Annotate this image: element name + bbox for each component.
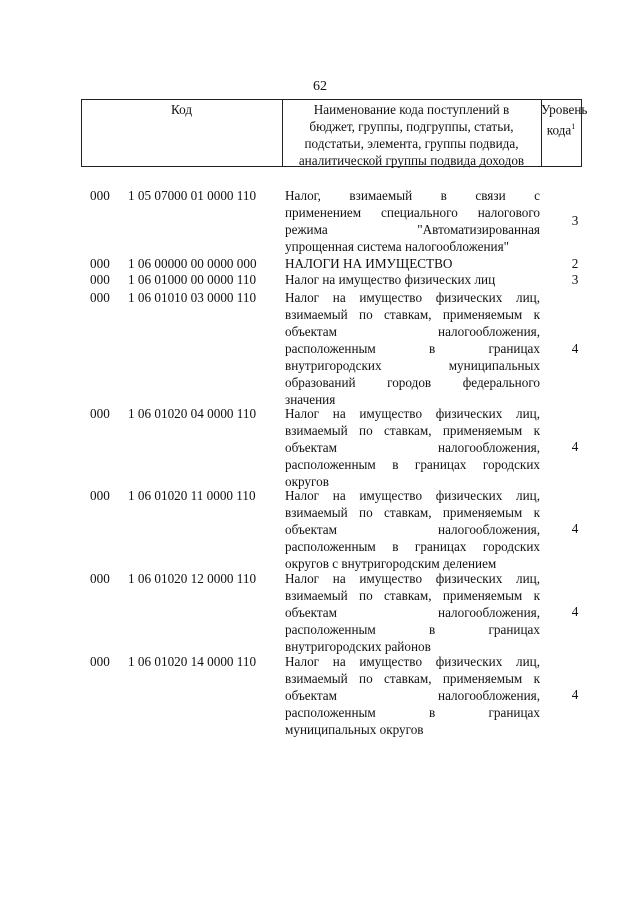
row-name-line: режима "Автоматизированная bbox=[285, 222, 540, 237]
row-level: 4 bbox=[571, 604, 579, 619]
row-name-line: расположенным в границах bbox=[285, 622, 540, 637]
row-level: 3 bbox=[571, 213, 579, 228]
row-name bbox=[285, 653, 540, 738]
row-name-line: расположенным в границах городских bbox=[285, 457, 540, 472]
row-name-line: образований городов федерального bbox=[285, 375, 540, 390]
row-code: 1 06 01020 11 0000 110 bbox=[128, 488, 256, 503]
row-name bbox=[285, 271, 540, 288]
row-name-line: объектам налогообложения, bbox=[285, 605, 540, 620]
row-admin-code: 000 bbox=[90, 290, 110, 305]
row-level: 4 bbox=[571, 687, 579, 702]
row-name-line: Налог на имущество физических лиц, bbox=[285, 290, 540, 305]
row-name-line: взимаемый по ставкам, применяемым к bbox=[285, 505, 540, 520]
row-name-line: взимаемый по ставкам, применяемым к bbox=[285, 671, 540, 686]
row-code: 1 06 01020 04 0000 110 bbox=[128, 406, 257, 421]
row-name bbox=[285, 570, 540, 655]
row-name-line: внутригородских районов bbox=[285, 639, 431, 654]
row-name-line: Налог на имущество физических лиц, bbox=[285, 571, 540, 586]
row-name-line: округов с внутригородским делением bbox=[285, 556, 497, 571]
row-name-line: расположенным в границах bbox=[285, 705, 540, 720]
row-admin-code: 000 bbox=[90, 272, 110, 287]
row-admin-code: 000 bbox=[90, 571, 110, 586]
row-name-line: НАЛОГИ НА ИМУЩЕСТВО bbox=[285, 256, 453, 271]
row-name-line: объектам налогообложения, bbox=[285, 522, 540, 537]
row-name-line: внутригородских муниципальных bbox=[285, 358, 540, 373]
header-level bbox=[541, 101, 588, 138]
table-header bbox=[81, 99, 588, 168]
header-level-word: кода bbox=[546, 122, 572, 138]
row-code: 1 06 01020 14 0000 110 bbox=[128, 654, 257, 669]
header-name-line: подстатьи, элемента, группы подвида, bbox=[304, 136, 519, 151]
page-number: 62 bbox=[313, 79, 327, 94]
row-name bbox=[285, 487, 540, 572]
row-name-line: упрощенная система налогообложения" bbox=[285, 239, 510, 254]
row-name-line: Налог на имущество физических лиц, bbox=[285, 654, 540, 669]
row-name bbox=[285, 289, 540, 408]
row-admin-code: 000 bbox=[90, 654, 110, 669]
header-level-footnote: 1 bbox=[571, 122, 576, 131]
row-name bbox=[285, 255, 540, 272]
row-name-line: муниципальных округов bbox=[285, 722, 424, 737]
row-name-line: объектам налогообложения, bbox=[285, 688, 540, 703]
row-level: 4 bbox=[571, 521, 579, 536]
row-name-line: взимаемый по ставкам, применяемым к bbox=[285, 423, 540, 438]
header-name-line: Наименование кода поступлений в bbox=[313, 102, 510, 117]
header-name bbox=[282, 101, 541, 169]
row-name bbox=[285, 187, 540, 255]
row-name-line: применением специального налогового bbox=[285, 205, 540, 220]
row-name-line: расположенным в границах bbox=[285, 341, 540, 356]
header-name-line: бюджет, группы, подгруппы, статьи, bbox=[309, 119, 514, 134]
row-level: 4 bbox=[571, 439, 579, 454]
header-name-line: аналитической группы подвида доходов bbox=[298, 153, 525, 168]
header-level-line bbox=[541, 118, 581, 138]
row-name-line: расположенным в границах городских bbox=[285, 539, 540, 554]
row-admin-code: 000 bbox=[90, 256, 110, 271]
row-name-line: Налог на имущество физических лиц, bbox=[285, 406, 540, 421]
row-code: 1 06 01000 00 0000 110 bbox=[128, 272, 257, 287]
row-name-line: взимаемый по ставкам, применяемым к bbox=[285, 588, 540, 603]
row-admin-code: 000 bbox=[90, 406, 110, 421]
row-name-line: Налог, взимаемый в связи с bbox=[285, 188, 540, 203]
header-level-line: Уровень bbox=[541, 102, 588, 117]
row-name-line: округов bbox=[285, 474, 329, 489]
row-name-line: Налог на имущество физических лиц, bbox=[285, 488, 540, 503]
row-name-line: значения bbox=[285, 392, 336, 407]
header-code: Код bbox=[170, 102, 193, 117]
row-name-line: объектам налогообложения, bbox=[285, 324, 540, 339]
row-level: 2 bbox=[571, 256, 579, 271]
row-code: 1 05 07000 01 0000 110 bbox=[128, 188, 257, 203]
row-name-line: Налог на имущество физических лиц bbox=[285, 272, 496, 287]
row-name-line: взимаемый по ставкам, применяемым к bbox=[285, 307, 540, 322]
row-level: 3 bbox=[571, 272, 579, 287]
row-admin-code: 000 bbox=[90, 188, 110, 203]
row-level: 4 bbox=[571, 341, 579, 356]
row-name bbox=[285, 405, 540, 490]
row-code: 1 06 00000 00 0000 000 bbox=[128, 256, 257, 271]
row-code: 1 06 01010 03 0000 110 bbox=[128, 290, 257, 305]
row-code: 1 06 01020 12 0000 110 bbox=[128, 571, 257, 586]
row-name-line: объектам налогообложения, bbox=[285, 440, 540, 455]
header-top-border bbox=[81, 99, 582, 100]
row-admin-code: 000 bbox=[90, 488, 110, 503]
